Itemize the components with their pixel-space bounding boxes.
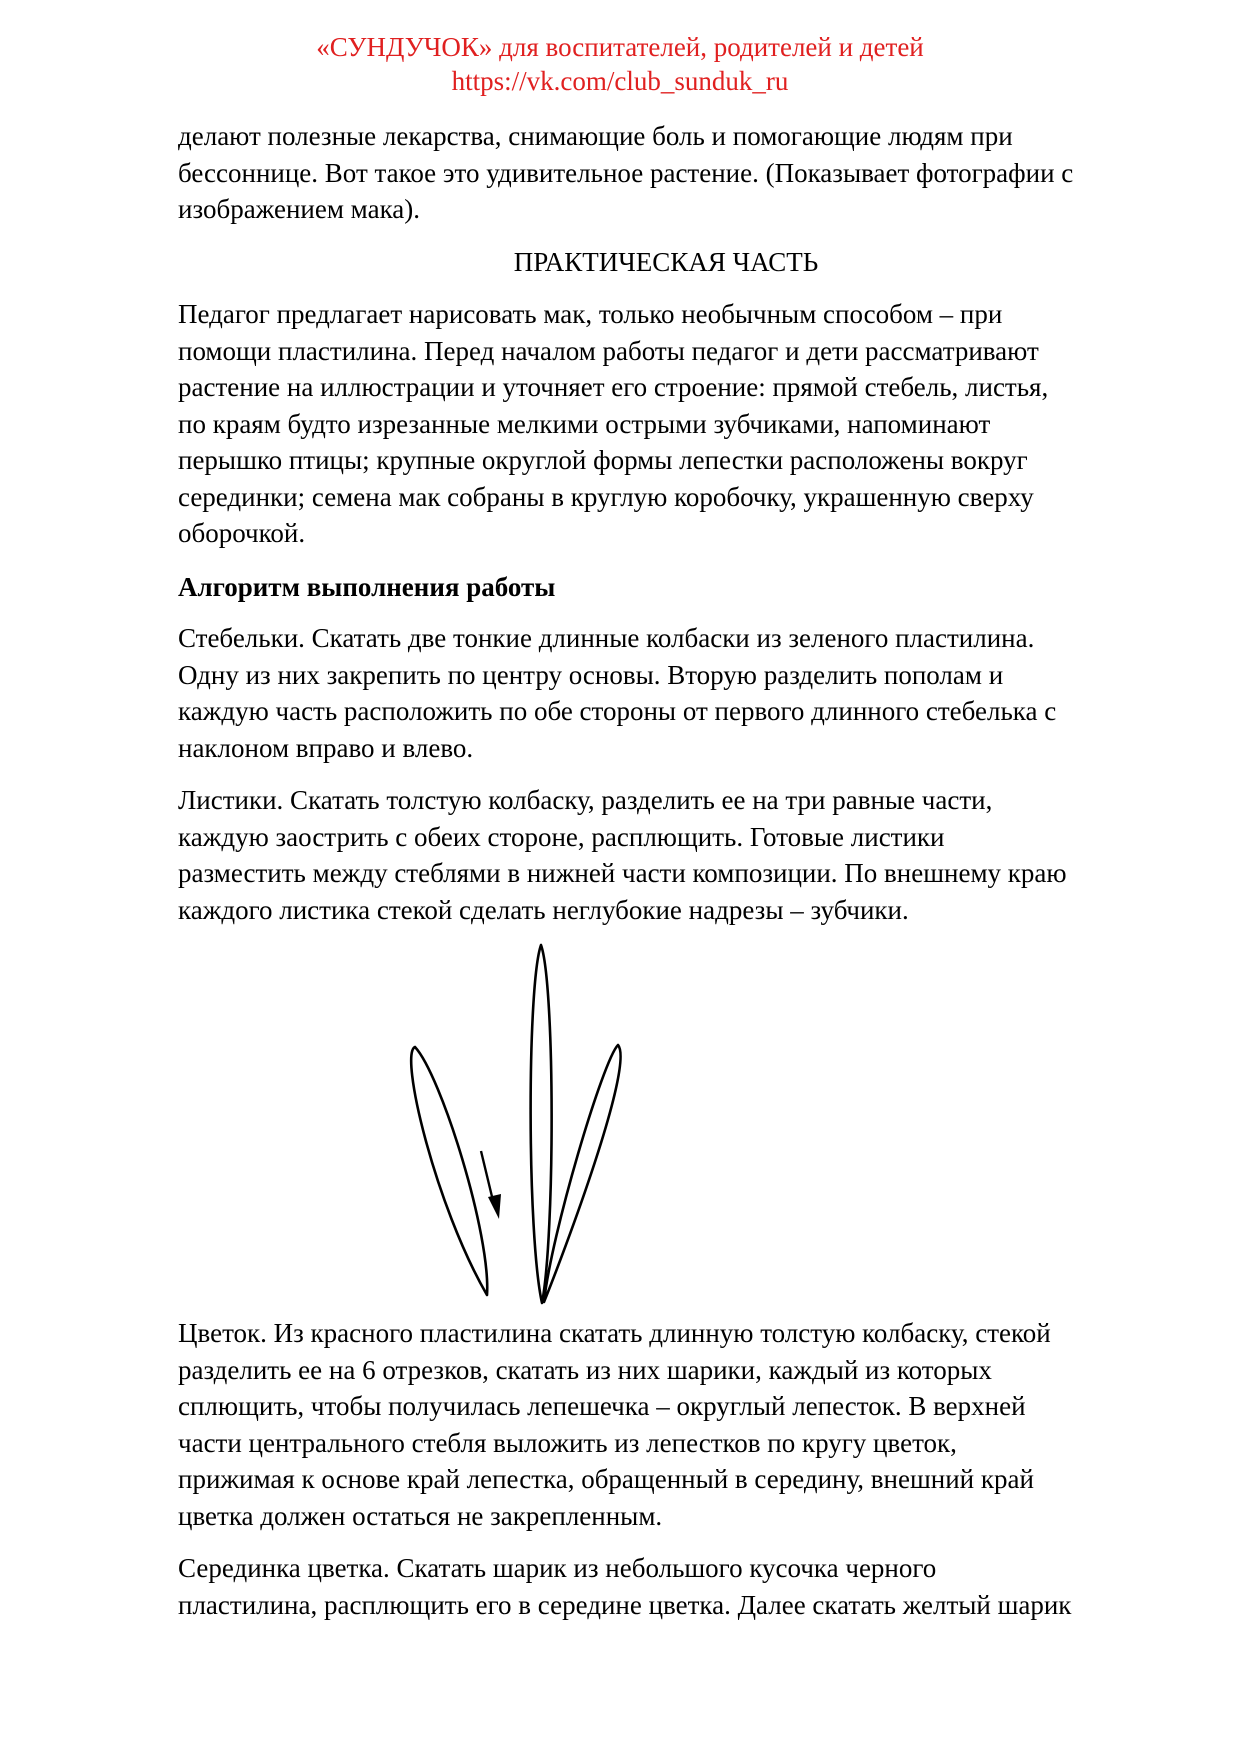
stems-paragraph xyxy=(178,620,1168,766)
stems-line: наклоном вправо и влево. xyxy=(178,732,474,763)
center-line: пластилина, расплющить его в середине цветка. Далее скатать желтый шарик xyxy=(178,1589,1072,1620)
center-paragraph xyxy=(178,1550,1168,1623)
left-leaf-icon xyxy=(411,1047,487,1295)
flower-line: разделить ее на 6 отрезков, скатать из них шарики, каждый из которых xyxy=(178,1354,992,1385)
practical-line: по краям будто изрезанные мелкими острыми зубчиками, напоминают xyxy=(178,408,991,439)
flower-line: сплющить, чтобы получилась лепешечка – округлый лепесток. В верхней xyxy=(178,1391,1026,1421)
practical-line: серединки; семена мак собраны в круглую коробочку, украшенную сверху xyxy=(178,481,1034,512)
intro-line: изображением мака). xyxy=(178,194,420,224)
stems-line: каждую часть расположить по обе стороны от первого длинного стебелька с xyxy=(178,696,1057,726)
algorithm-title: Алгоритм выполнения работы xyxy=(178,572,556,602)
practical-line: Педагог предлагает нарисовать мак, только необычным способом – при xyxy=(178,299,1003,329)
leaves-line: каждого листика стекой сделать неглубокие надрезы – зубчики. xyxy=(178,894,909,925)
practical-paragraph xyxy=(178,296,1168,552)
stems-line: Одну из них закрепить по центру основы. Вторую разделить пополам и xyxy=(178,659,1004,690)
practical-line: перышко птицы; крупные округлой формы лепестки расположены вокруг xyxy=(178,445,1028,475)
practical-section-title: ПРАКТИЧЕСКАЯ ЧАСТЬ xyxy=(513,247,819,277)
header-title: «СУНДУЧОК» для воспитателей, родителей и детей xyxy=(316,32,924,62)
flower-line: Цветок. Из красного пластилина скатать длинную толстую колбаску, стекой xyxy=(178,1318,1051,1348)
center-leaf-icon xyxy=(531,945,552,1303)
intro-line: бессоннице. Вот такое это удивительное растение. (Показывает фотографии с xyxy=(178,157,1074,188)
leaves-paragraph xyxy=(178,782,1168,928)
flower-line: цветка должен остаться не закрепленным. xyxy=(178,1500,663,1531)
flower-line: части центрального стебля выложить из лепестков по кругу цветок, xyxy=(178,1427,957,1458)
stems-line: Стебельки. Скатать две тонкие длинные колбаски из зеленого пластилина. xyxy=(178,623,1035,653)
leaves-line: разместить между стеблями в нижней части композиции. По внешнему краю xyxy=(178,858,1067,888)
leaves-line: Листики. Скатать толстую колбаску, разделить ее на три равные части, xyxy=(178,785,993,815)
flower-line: прижимая к основе край лепестка, обращенный в середину, внешний край xyxy=(178,1464,1034,1494)
leaves-line: каждую заострить с обеих стороне, расплющить. Готовые листики xyxy=(178,821,945,852)
practical-line: растение на иллюстрации и уточняет его строение: прямой стебель, листья, xyxy=(178,372,1049,402)
arrow-head-icon xyxy=(488,1194,501,1219)
flower-paragraph xyxy=(178,1315,1168,1534)
intro-line: делают полезные лекарства, снимающие боль и помогающие людям при xyxy=(178,121,1013,151)
leaves-stem-illustration-icon xyxy=(395,935,655,1315)
header-link[interactable]: https://vk.com/club_sunduk_ru xyxy=(451,66,789,96)
practical-line: помощи пластилина. Перед началом работы педагог и дети рассматривают xyxy=(178,335,1039,366)
right-leaf-icon xyxy=(544,1045,621,1302)
intro-paragraph xyxy=(178,118,1168,228)
center-line: Серединка цветка. Скатать шарик из небольшого кусочка черного xyxy=(178,1553,937,1583)
practical-line: оборочкой. xyxy=(178,518,306,548)
